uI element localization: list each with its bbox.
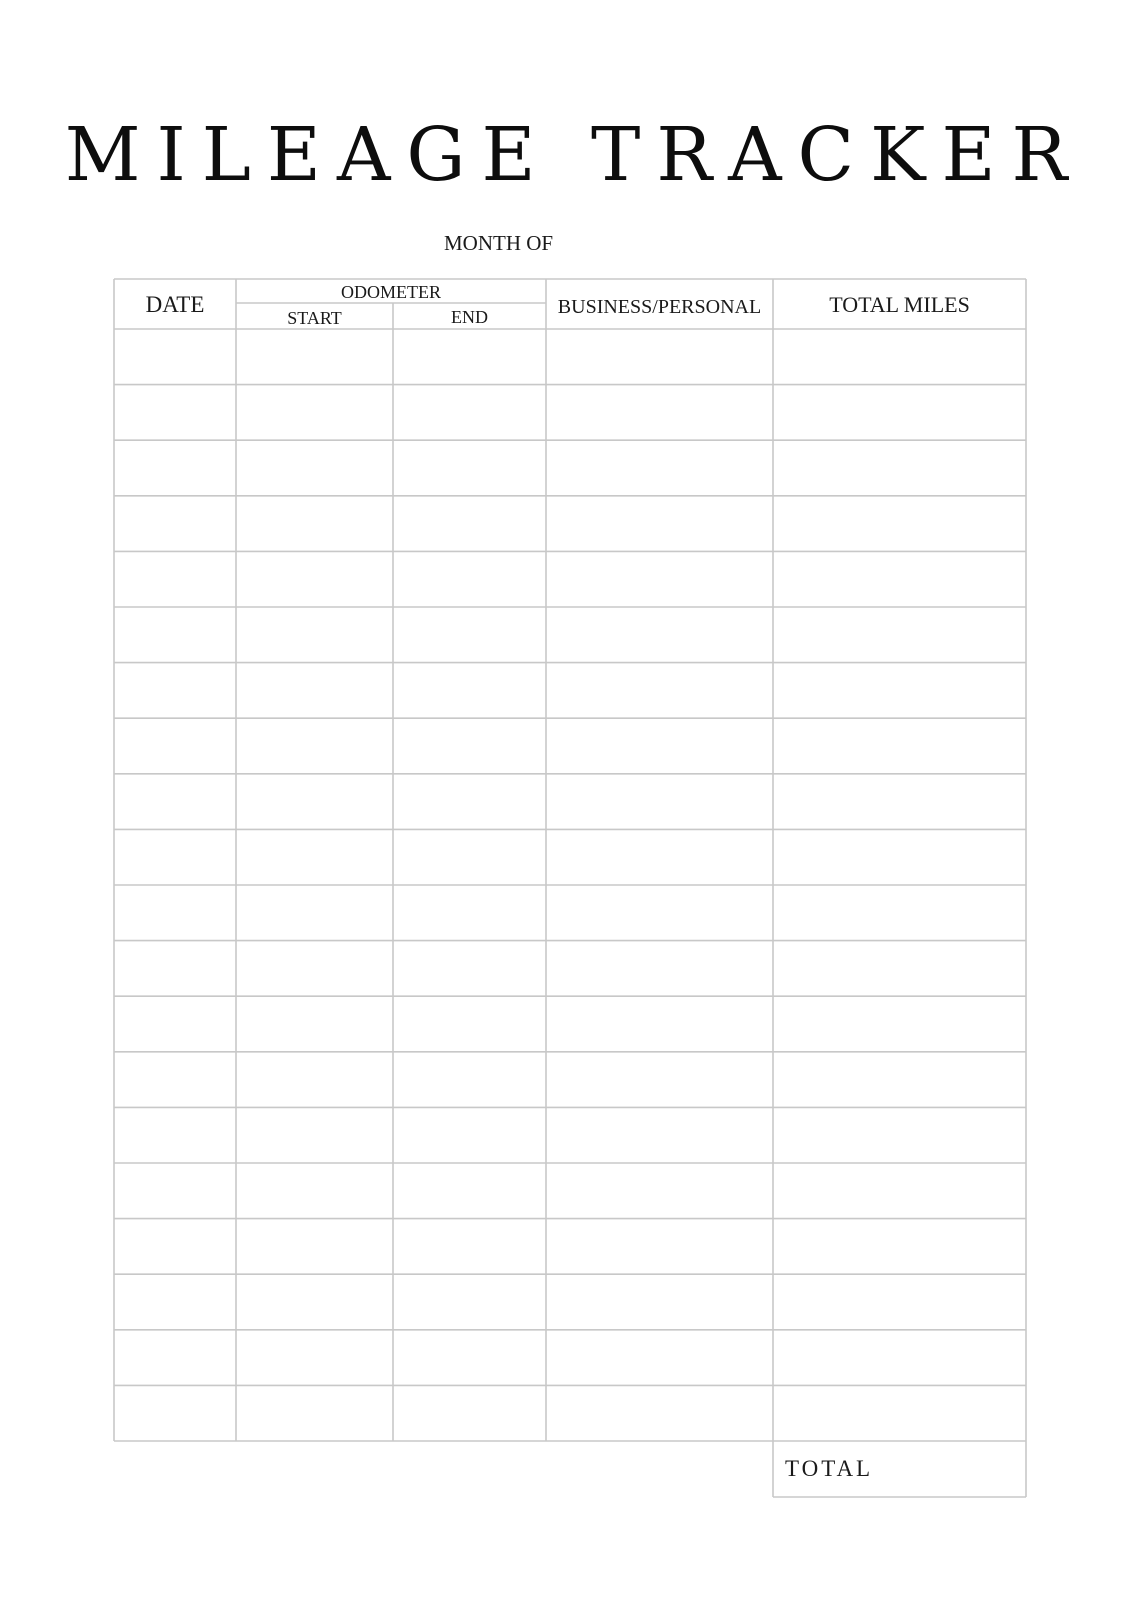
cell-date[interactable] xyxy=(114,663,236,719)
cell-total-miles[interactable] xyxy=(773,1385,1026,1441)
table-row xyxy=(114,941,1026,997)
cell-date[interactable] xyxy=(114,1274,236,1330)
cell-business-personal[interactable] xyxy=(546,774,773,830)
cell-total-miles[interactable] xyxy=(773,607,1026,663)
cell-end[interactable] xyxy=(393,774,546,830)
cell-start[interactable] xyxy=(236,551,393,607)
header-odometer-start: START xyxy=(287,308,342,328)
cell-business-personal[interactable] xyxy=(546,1274,773,1330)
cell-start[interactable] xyxy=(236,607,393,663)
header-odometer-end: END xyxy=(451,307,488,327)
cell-start[interactable] xyxy=(236,941,393,997)
cell-total-miles[interactable] xyxy=(773,1052,1026,1108)
cell-total-miles[interactable] xyxy=(773,774,1026,830)
table-row xyxy=(114,329,1026,385)
header-date: DATE xyxy=(145,292,205,317)
table-row xyxy=(114,1107,1026,1163)
page-title: MILEAGE TRACKER xyxy=(64,112,1084,198)
cell-end[interactable] xyxy=(393,607,546,663)
table-row xyxy=(114,718,1026,774)
cell-total-miles[interactable] xyxy=(773,663,1026,719)
cell-total-miles[interactable] xyxy=(773,718,1026,774)
cell-end[interactable] xyxy=(393,829,546,885)
cell-date[interactable] xyxy=(114,440,236,496)
cell-date[interactable] xyxy=(114,1385,236,1441)
cell-start[interactable] xyxy=(236,440,393,496)
month-of-label: MONTH OF xyxy=(444,231,554,255)
table-row xyxy=(114,1274,1026,1330)
cell-business-personal[interactable] xyxy=(546,1330,773,1386)
cell-end[interactable] xyxy=(393,1330,546,1386)
cell-date[interactable] xyxy=(114,551,236,607)
cell-date[interactable] xyxy=(114,1107,236,1163)
table-row xyxy=(114,1385,1026,1441)
cell-date[interactable] xyxy=(114,774,236,830)
table-row xyxy=(114,774,1026,830)
table-row xyxy=(114,496,1026,552)
cell-end[interactable] xyxy=(393,1052,546,1108)
cell-business-personal[interactable] xyxy=(546,1052,773,1108)
cell-date[interactable] xyxy=(114,1330,236,1386)
cell-start[interactable] xyxy=(236,996,393,1052)
cell-end[interactable] xyxy=(393,496,546,552)
cell-business-personal[interactable] xyxy=(546,1107,773,1163)
cell-business-personal[interactable] xyxy=(546,551,773,607)
cell-total-miles[interactable] xyxy=(773,329,1026,385)
cell-business-personal[interactable] xyxy=(546,1219,773,1275)
cell-total-miles[interactable] xyxy=(773,1274,1026,1330)
cell-end[interactable] xyxy=(393,551,546,607)
cell-end[interactable] xyxy=(393,329,546,385)
cell-end[interactable] xyxy=(393,1107,546,1163)
table-row xyxy=(114,829,1026,885)
cell-start[interactable] xyxy=(236,1274,393,1330)
cell-business-personal[interactable] xyxy=(546,996,773,1052)
table-row xyxy=(114,1163,1026,1219)
table-row xyxy=(114,440,1026,496)
cell-end[interactable] xyxy=(393,996,546,1052)
cell-total-miles[interactable] xyxy=(773,996,1026,1052)
cell-business-personal[interactable] xyxy=(546,607,773,663)
total-label: TOTAL xyxy=(785,1456,874,1481)
header-business-personal: BUSINESS/PERSONAL xyxy=(557,296,762,318)
cell-business-personal[interactable] xyxy=(546,1385,773,1441)
cell-start[interactable] xyxy=(236,385,393,441)
table-row xyxy=(114,1330,1026,1386)
cell-end[interactable] xyxy=(393,1385,546,1441)
cell-start[interactable] xyxy=(236,329,393,385)
cell-total-miles[interactable] xyxy=(773,885,1026,941)
cell-total-miles[interactable] xyxy=(773,1163,1026,1219)
cell-end[interactable] xyxy=(393,385,546,441)
cell-date[interactable] xyxy=(114,829,236,885)
cell-business-personal[interactable] xyxy=(546,718,773,774)
cell-end[interactable] xyxy=(393,440,546,496)
cell-business-personal[interactable] xyxy=(546,885,773,941)
cell-end[interactable] xyxy=(393,718,546,774)
cell-start[interactable] xyxy=(236,1219,393,1275)
cell-date[interactable] xyxy=(114,329,236,385)
cell-end[interactable] xyxy=(393,1219,546,1275)
total-value-cell[interactable] xyxy=(880,1441,1026,1497)
cell-start[interactable] xyxy=(236,885,393,941)
cell-start[interactable] xyxy=(236,663,393,719)
cell-end[interactable] xyxy=(393,1163,546,1219)
cell-start[interactable] xyxy=(236,718,393,774)
cell-total-miles[interactable] xyxy=(773,1219,1026,1275)
cell-date[interactable] xyxy=(114,941,236,997)
cell-total-miles[interactable] xyxy=(773,829,1026,885)
cell-start[interactable] xyxy=(236,1163,393,1219)
cell-business-personal[interactable] xyxy=(546,329,773,385)
cell-start[interactable] xyxy=(236,1107,393,1163)
cell-date[interactable] xyxy=(114,607,236,663)
cell-end[interactable] xyxy=(393,941,546,997)
table-row xyxy=(114,1052,1026,1108)
header-total-miles: TOTAL MILES xyxy=(829,292,970,317)
table-row xyxy=(114,607,1026,663)
cell-total-miles[interactable] xyxy=(773,941,1026,997)
cell-total-miles[interactable] xyxy=(773,551,1026,607)
cell-end[interactable] xyxy=(393,663,546,719)
cell-start[interactable] xyxy=(236,1385,393,1441)
table-row xyxy=(114,1219,1026,1275)
cell-date[interactable] xyxy=(114,1163,236,1219)
cell-total-miles[interactable] xyxy=(773,385,1026,441)
cell-start[interactable] xyxy=(236,496,393,552)
cell-date[interactable] xyxy=(114,1219,236,1275)
table-row xyxy=(114,996,1026,1052)
cell-start[interactable] xyxy=(236,1052,393,1108)
cell-date[interactable] xyxy=(114,1052,236,1108)
cell-date[interactable] xyxy=(114,496,236,552)
cell-business-personal[interactable] xyxy=(546,385,773,441)
table-row xyxy=(114,663,1026,719)
cell-total-miles[interactable] xyxy=(773,496,1026,552)
cell-date[interactable] xyxy=(114,718,236,774)
cell-business-personal[interactable] xyxy=(546,941,773,997)
table-row xyxy=(114,385,1026,441)
table-row xyxy=(114,885,1026,941)
cell-end[interactable] xyxy=(393,1274,546,1330)
cell-total-miles[interactable] xyxy=(773,1107,1026,1163)
cell-start[interactable] xyxy=(236,1330,393,1386)
cell-business-personal[interactable] xyxy=(546,829,773,885)
header-odometer: ODOMETER xyxy=(341,282,441,302)
cell-business-personal[interactable] xyxy=(546,496,773,552)
table-row xyxy=(114,551,1026,607)
cell-end[interactable] xyxy=(393,885,546,941)
cell-start[interactable] xyxy=(236,774,393,830)
cell-business-personal[interactable] xyxy=(546,663,773,719)
cell-date[interactable] xyxy=(114,996,236,1052)
cell-date[interactable] xyxy=(114,885,236,941)
cell-total-miles[interactable] xyxy=(773,1330,1026,1386)
cell-date[interactable] xyxy=(114,385,236,441)
cell-business-personal[interactable] xyxy=(546,440,773,496)
cell-start[interactable] xyxy=(236,829,393,885)
cell-business-personal[interactable] xyxy=(546,1163,773,1219)
cell-total-miles[interactable] xyxy=(773,440,1026,496)
